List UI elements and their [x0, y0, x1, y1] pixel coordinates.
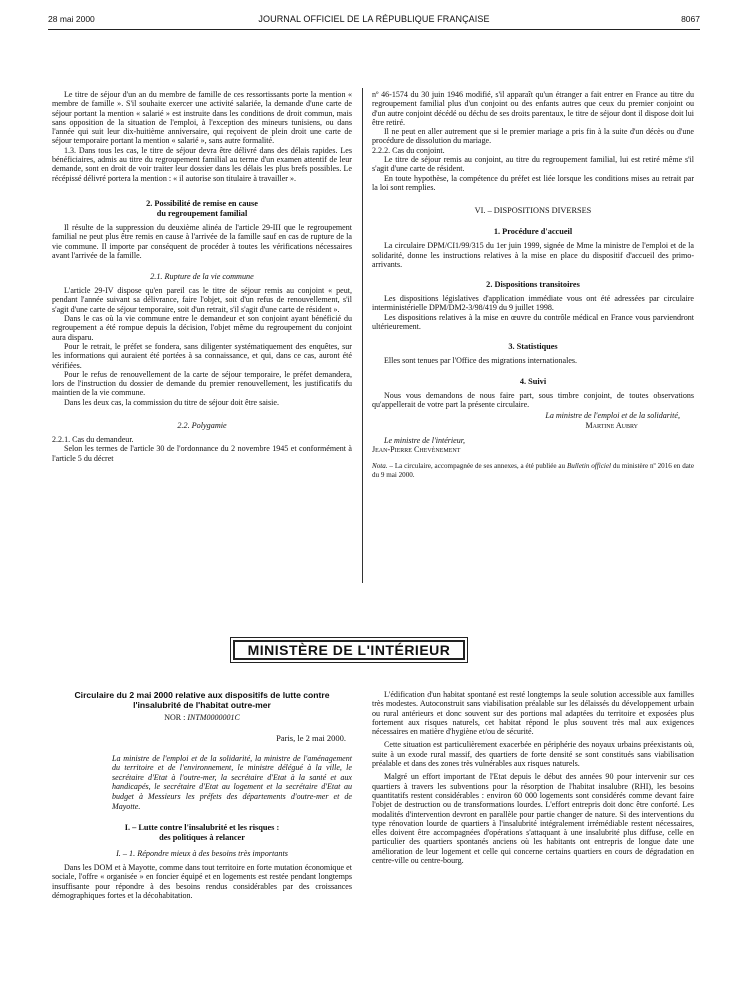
paragraph: Les dispositions législatives d'application immédiate vous ont été adressées par circulaire interministérielle DPM/DM2-3/98/419 du 9 juillet 1998.	[372, 294, 694, 313]
paragraph: La circulaire DPM/CI1/99/315 du 1er juin 1999, signée de Mme la ministre de l'emploi et de la solidarité, donne les instructions relatives à la mise en place du dispositif d'accueil des primo-arrivants.	[372, 241, 694, 269]
nota-bulletin: Bulletin officiel	[566, 462, 611, 471]
paragraph: L'édification d'un habitat spontané est resté longtemps la seule solution accessible aux familles très modestes. Autoconstruit sans viabilisation préalable sur les délaissés du développement urbain ou rural antérieurs et donc souvent sur des portions mal adaptées du territoire et exposées plus fortement aux risques naturels, cet habitat répond le plus souvent très mal aux exigences nécessaires en matière d'hygiène et/ou de sécurité.	[372, 690, 694, 737]
nor-value: INTM0000001C	[187, 713, 240, 722]
subsection-heading: I. – 1. Répondre mieux à des besoins très importants	[116, 849, 288, 859]
column-rule	[362, 88, 363, 583]
paragraph: L'article 29-IV dispose qu'en pareil cas le titre de séjour remis au conjoint « peut, pendant l'année suivant sa délivrance, faire l'objet, soit d'un refus de renouvellement, s'il s'agit d'une carte de séjour temporaire, soit d'un retrait, s'il s'agit d'une carte de résident ».	[52, 286, 352, 314]
section-heading: 3. Statistiques	[508, 342, 558, 352]
section-heading: 4. Suivi	[519, 376, 547, 386]
nota-note	[372, 462, 694, 479]
subsection-heading: 2.1. Rupture de la vie commune	[150, 272, 254, 282]
section-heading: 2. Possibilité de remise en cause	[146, 198, 258, 208]
paragraph: Pour le retrait, le préfet se fondera, sans diligenter systématiquement des enquêtes, sur les informations qui auraient été portées à sa connaissance, et qui, dans ce cas, auront été vérifiées.	[52, 341, 352, 370]
section-heading: 1. Procédure d'accueil	[493, 227, 573, 237]
header-date: 28 mai 2000	[48, 14, 95, 24]
subsection-heading: 2.2. Polygamie	[177, 421, 227, 431]
paragraph: Dans les deux cas, la commission du titre de séjour doit être saisie.	[64, 397, 279, 407]
paragraph: Nous vous demandons de nous faire part, sous timbre conjoint, de toutes observations qu'appellerait de votre part la présente circulaire.	[372, 390, 694, 409]
paragraph: En toute hypothèse, la compétence du préfet est liée lorsque les conditions mises au retrait par la loi sont remplies.	[372, 173, 694, 192]
paragraph: Le titre de séjour d'un an du membre de famille de ces ressortissants porte la mention « membre de famille ». S'il souhaite exercer une activité salariée, la demande d'une carte de séjour portant la mention « salarié » est instruite dans les conditions de droit commun, mais sans opposition de la situation de l'emploi, à l'exception des mineurs tunisiens, ou dans l'année qui suit leur dix-huitième anniversaire, qui reçoivent de plein droit une carte de séjour temporaire portant la mention « salarié », sans autre formalité.	[52, 90, 352, 146]
nota-text: – La circulaire, accompagnée de ses annexes, a été publiée au	[387, 462, 567, 471]
paragraph: Il ne peut en aller autrement que si le premier mariage a pris fin à la suite d'un décès ou d'une procédure de dissolution du mariage.	[372, 127, 694, 146]
paragraph: 2.2.2. Cas du conjoint.	[372, 145, 445, 155]
paragraph: Dans les DOM et à Mayotte, comme dans tout territoire en forte mutation économique et sociale, l'offre « organisée » en foncier équipé et en logements est restée pendant longtemps insuffisante pour répondre à des besoins rendus considérables par des croissances démographiques fortes et la décohabitation.	[52, 863, 352, 901]
ministry-banner-text: MINISTÈRE DE L'INTÉRIEUR	[233, 640, 465, 660]
nor-reference	[52, 713, 352, 722]
paragraph: Les dispositions relatives à la mise en œuvre du contrôle médical en France vous parviendront ultérieurement.	[372, 312, 694, 332]
section-heading: VI. – DISPOSITIONS DIVERSES	[474, 206, 592, 216]
section-heading-line2: des politiques à relancer	[159, 833, 245, 843]
nor-label: NOR :	[164, 713, 188, 722]
paragraph: Cette situation est particulièrement exacerbée en périphérie des noyaux urbains préexistants où, suite à un exode rural massif, des quartiers de forte densité se sont constitués sans viabilisation préalable et dans des zones très vulnérables aux risques naturels.	[372, 740, 694, 769]
right-column	[372, 90, 694, 479]
signature-name: Jean-Pierre Chevènement	[372, 445, 461, 455]
nota-end: du ministère nº 2016 en date du 9 mai 2000.	[372, 462, 695, 479]
paragraph: Selon les termes de l'article 30 de l'ordonnance du 2 novembre 1945 et conformément à l'article 5 du décret	[52, 444, 352, 463]
signature-role: La ministre de l'emploi et de la solidarité,	[545, 411, 680, 421]
circulaire-left-column	[52, 690, 352, 900]
circulaire-right-column	[372, 690, 694, 865]
section-heading: I. – Lutte contre l'insalubrité et les risques :	[124, 823, 280, 833]
ministry-banner	[230, 637, 468, 663]
section-heading-line2: du regroupement familial	[156, 208, 248, 218]
signature-role: Le ministre de l'intérieur,	[384, 435, 465, 445]
page-header	[48, 14, 700, 30]
paragraph: Il résulte de la suppression du deuxième alinéa de l'article 29-III que le regroupement familial ne peut plus être remis en cause à l'arrivée de la famille sauf en cas de rupture de la vie commune. Il importe par conséquent de procéder à toutes les vérifications nécessaires avant l'arrivée de la famille.	[52, 222, 352, 260]
signature-name: Martine Aubry	[585, 420, 638, 430]
paragraph: 1.3. Dans tous les cas, le titre de séjour devra être délivré dans des délais rapides. Les bénéficiaires, admis au titre du regroupement familial au terme d'un examen attentif de leur demande, sont en droit de voir traiter leur dossier dans les délais les plus brefs possibles. Le récépissé délivré portera la mention : « il autorise son titulaire à travailler ».	[52, 145, 352, 183]
paragraph: nº 46-1574 du 30 juin 1946 modifié, s'il apparaît qu'un étranger a fait entrer en France au titre du regroupement familial plus d'un conjoint ou des enfants autres que ceux du premier conjoint ou d'un autre conjoint décédé ou déchu de ses droits parentaux, le titre de séjour dont il dispose doit lui être retiré.	[372, 90, 694, 127]
paragraph: 2.2.1. Cas du demandeur.	[52, 435, 134, 445]
circulaire-date: Paris, le 2 mai 2000.	[276, 733, 346, 744]
paragraph: Pour le refus de renouvellement de la carte de séjour temporaire, le préfet demandera, lors de l'instruction du dossier de demande du premier renouvellement, les justificatifs du maintien de la vie commune.	[52, 369, 352, 398]
section-heading: 2. Dispositions transitoires	[486, 280, 580, 290]
paragraph: Malgré un effort important de l'Etat depuis le début des années 90 pour intervenir sur ces quartiers à travers les subventions pour la résorption de l'habitat insalubre (RHI), les besoins quantitatifs restent considérables : environ 60 000 logements sont considérés comme devant faire l'objet de destruction ou de transformations lourdes. L'effort entrepris doit donc être conforté. Les modalités d'intervention devront en parallèle pour partie changer de nature. Si des interventions du type rénovation lourde de quartiers à l'insalubrité intégralement irrémédiable restent nécessaires, elles doivent être accompagnées d'opérations s'attaquant à une insalubrité plus diffuse, celle en particulier des quartiers spontanés anciens où les habitants ont entrepris de longue date une amélioration de leur logement et celle qui concerne certains quartiers en cours de dégradation en centre-ville ou centre-bourg.	[372, 772, 694, 866]
header-rule	[48, 29, 700, 30]
header-journal-title: JOURNAL OFFICIEL DE LA RÉPUBLIQUE FRANÇAISE	[258, 14, 490, 24]
header-page-number: 8067	[681, 14, 700, 24]
left-column	[52, 90, 352, 463]
nota-label: Nota.	[372, 462, 388, 471]
paragraph: Dans le cas où la vie commune entre le demandeur et son conjoint ayant bénéficié du regroupement a été rompue depuis la décision, l'objet même du regroupement du conjoint aura disparu.	[52, 314, 352, 342]
circulaire-title: Circulaire du 2 mai 2000 relative aux dispositifs de lutte contre l'insalubrité de l'habitat outre-mer	[74, 690, 330, 710]
paragraph: Le titre de séjour remis au conjoint, au titre du regroupement familial, lui est retiré même s'il s'agit d'une carte de résident.	[372, 155, 694, 174]
paragraph: Elles sont tenues par l'Office des migrations internationales.	[384, 356, 578, 366]
circulaire-addressee: La ministre de l'emploi et de la solidarité, la ministre de l'aménagement du territoire et de l'environnement, le ministre délégué à la ville, le secrétaire d'Etat à l'outre-mer, la secrétaire d'Etat à la santé et aux handicapés, le secrétaire d'Etat au logement et la secrétaire d'Etat au budget à Messieurs les préfets des départements d'outre-mer et de Mayotte.	[112, 753, 352, 811]
